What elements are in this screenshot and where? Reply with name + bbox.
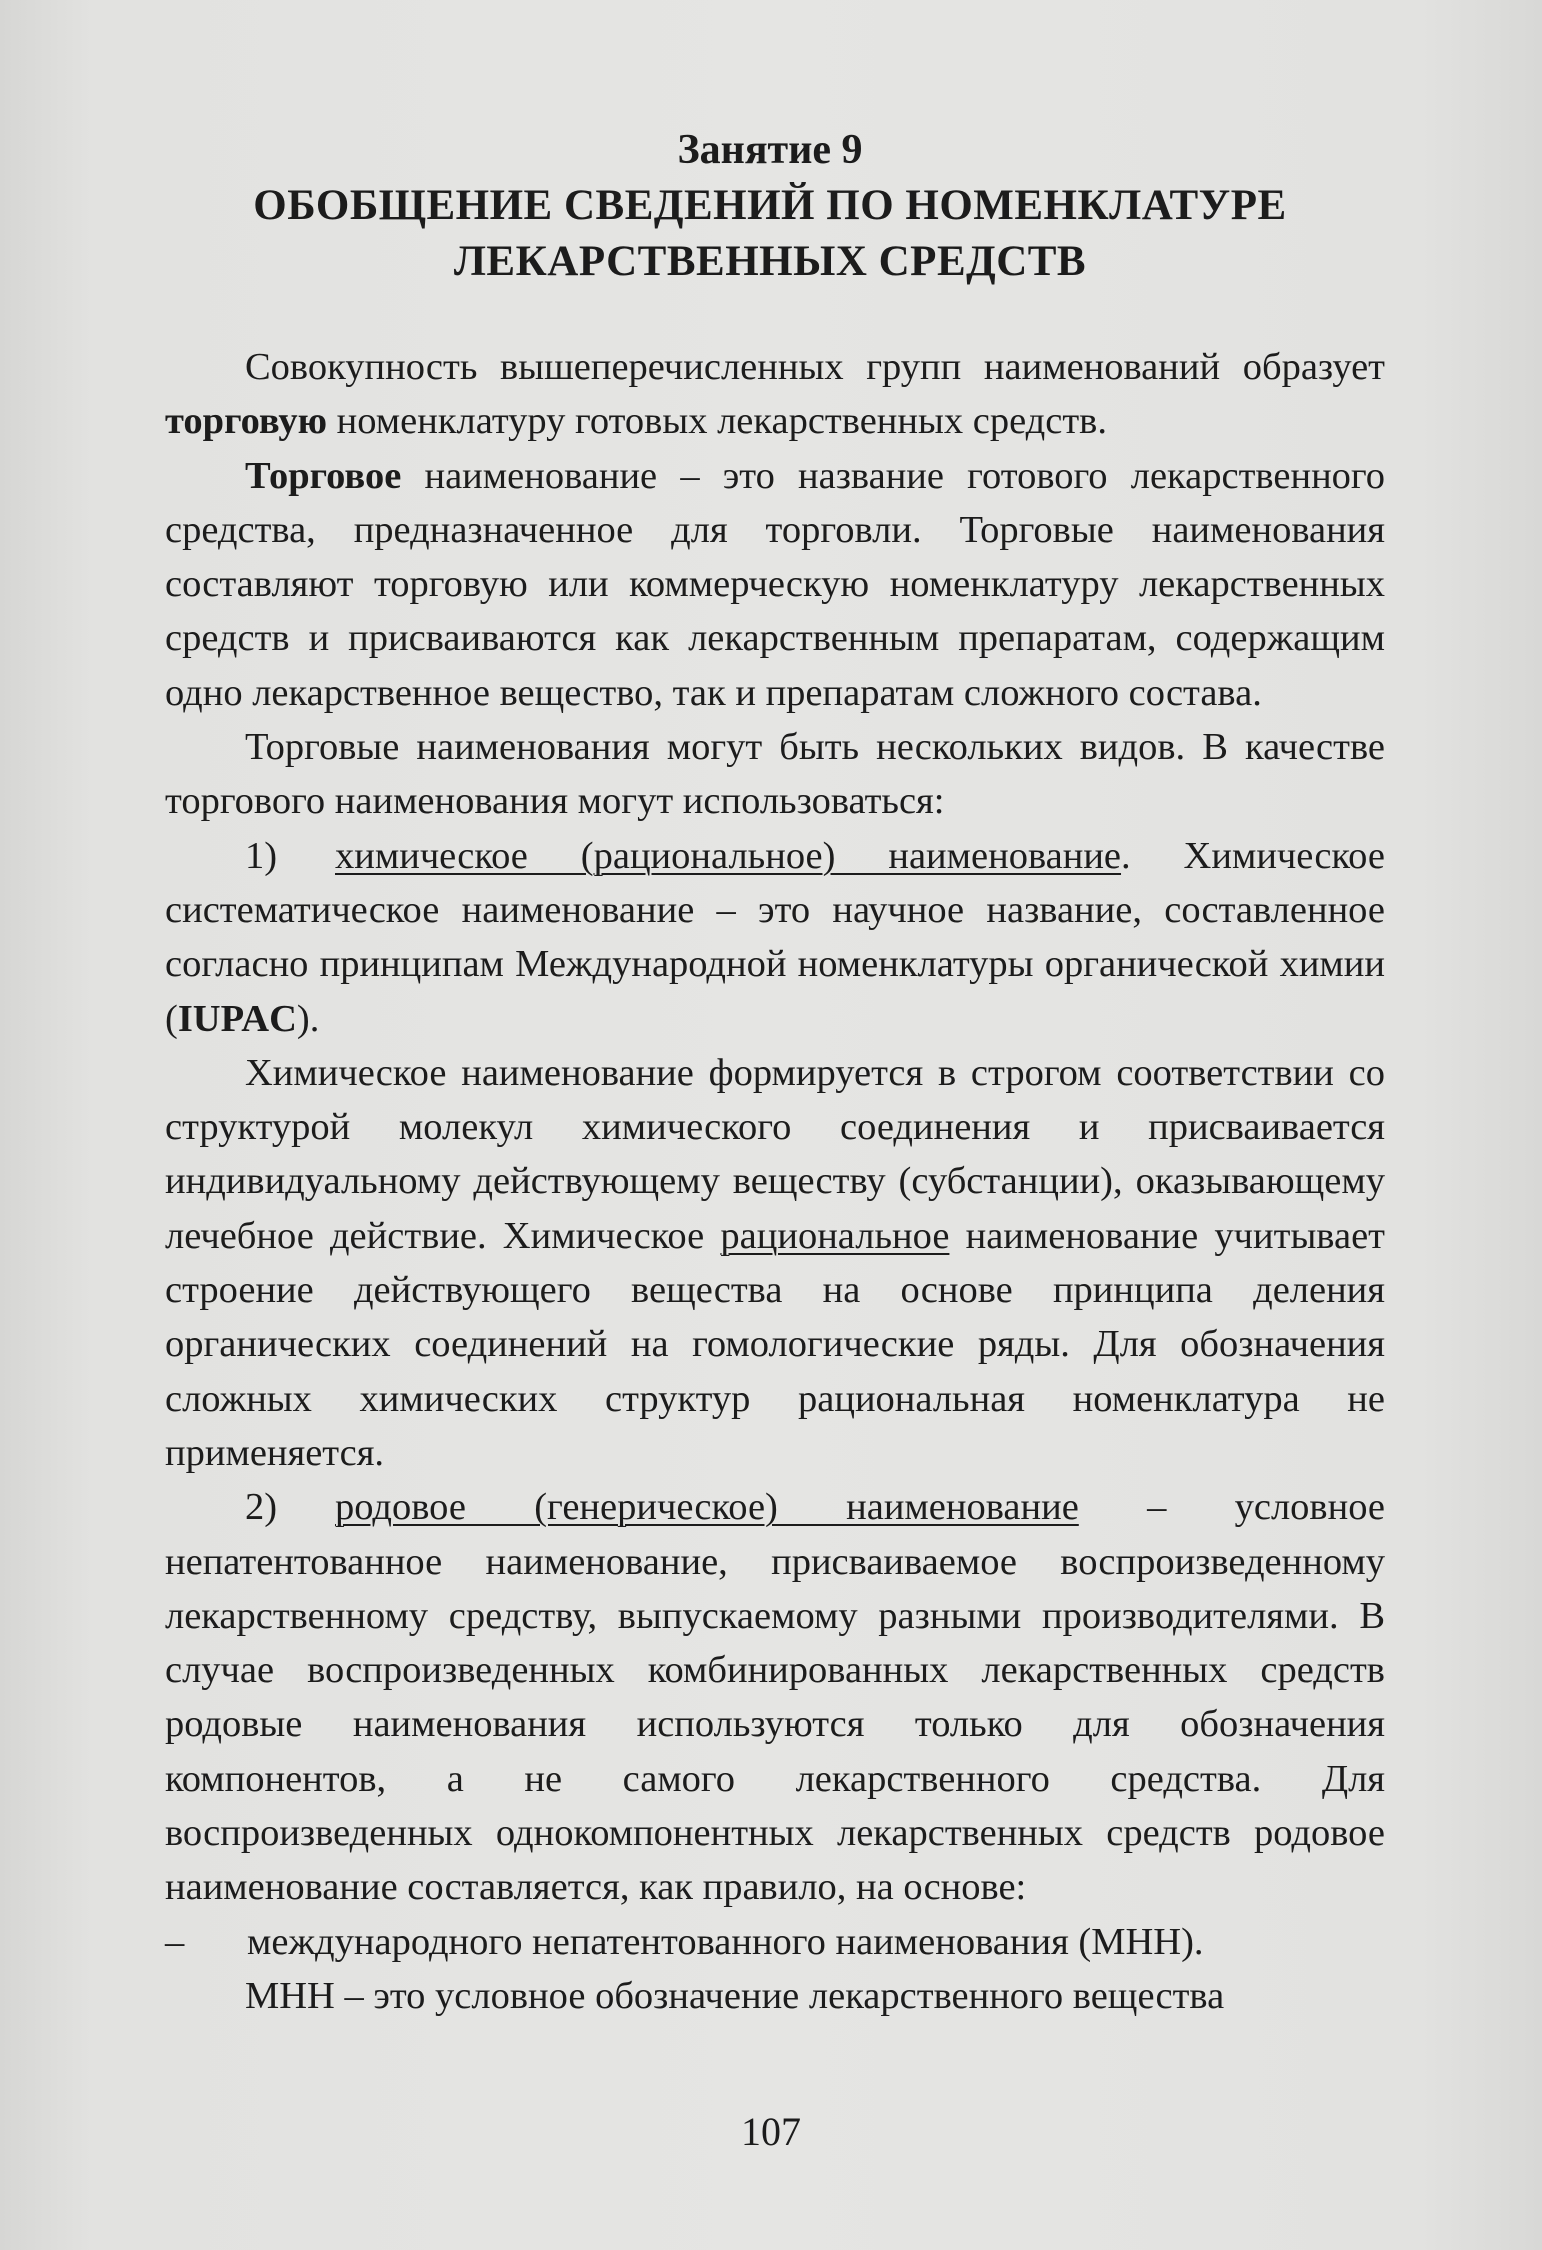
paragraph-3: Торговые наименования могут быть нескольких видов. В качестве торгового наименования могут использоваться: (165, 726, 1385, 823)
list-item-2 (165, 1480, 1385, 1914)
list-item-1 (165, 829, 1385, 1046)
list-item-1-text: . Химическое систематическое наименование – это научное название, составленное согласно принципам Международной номенклатуры органической химии ( (165, 834, 1385, 1040)
iupac-bold: IUPAC (177, 997, 297, 1040)
paragraph-4 (165, 1046, 1385, 1480)
list-item-1-end: ). (296, 997, 320, 1040)
p4-text-start: Химическое наименование формируется в строгом соответствии со структурой молекул химического соединения и присваивается индивидуальному действующему веществу (субстанции), оказывающему лечебное действие. Химическое (165, 1051, 1385, 1257)
paragraph-2 (165, 449, 1385, 720)
list-item-2-number: 2) (245, 1486, 278, 1529)
p1-text-end: номенклатуру готовых лекарственных средств. (327, 400, 1107, 443)
p2-text: наименование – это название готового лекарственного средства, предназначенное для торговли. Торговые наименования составляют торговую или коммерческую номенклатуру лекарственных средств и присваиваются как лекарственным препаратам, содержащим одно лекарственное вещество, так и препаратам сложного состава. (165, 454, 1385, 714)
chemical-name-term: химическое (рациональное) наименование (335, 834, 1122, 877)
term-trade-name-bold: Торговое (245, 454, 402, 497)
chapter-title-line-2: ЛЕКАРСТВЕННЫХ СРЕДСТВ (453, 238, 1087, 285)
chapter-heading (160, 122, 1380, 290)
page-number: 107 (741, 2109, 801, 2154)
lesson-number: Занятие 9 (677, 127, 863, 173)
generic-name-term: родовое (генерическое) наименование (335, 1486, 1079, 1529)
chapter-title-line-1: ОБОБЩЕНИЕ СВЕДЕНИЙ ПО НОМЕНКЛАТУРЕ (253, 182, 1287, 229)
paragraph-5: МНН – это условное обозначение лекарственного вещества (245, 1974, 1225, 2017)
p1-text-start: Совокупность вышеперечисленных групп наименований образует (245, 346, 1385, 388)
bullet-dash: – (165, 1920, 185, 1963)
list-item-1-number: 1) (245, 834, 278, 877)
p4-text-end: наименование учитывает строение действующего вещества на основе принципа деления органических соединений на гомологические ряды. Для обозначения сложных химических структур рациональная номенклатура не применяется. (165, 1214, 1385, 1474)
body-text (165, 340, 1385, 2023)
paragraph-1 (165, 340, 1385, 449)
list-item-2-text: – условное непатентованное наименование, присваиваемое воспроизведенному лекарственному средству, выпускаемому разными производителями. В случае воспроизведенных комбинированных лекарственных средств родовые наименования используются только для обозначения компонентов, а не самого лекарственного средства. Для воспроизведенных однокомпонентных лекарственных средств родовое наименование составляется, как правило, на основе: (165, 1486, 1385, 1909)
bullet-item-1-text: международного непатентованного наименования (МНН). (247, 1920, 1204, 1963)
bullet-item-1 (165, 1915, 1385, 1969)
rational-term: рациональное (720, 1214, 950, 1257)
term-trade-bold: торговую (165, 400, 328, 443)
